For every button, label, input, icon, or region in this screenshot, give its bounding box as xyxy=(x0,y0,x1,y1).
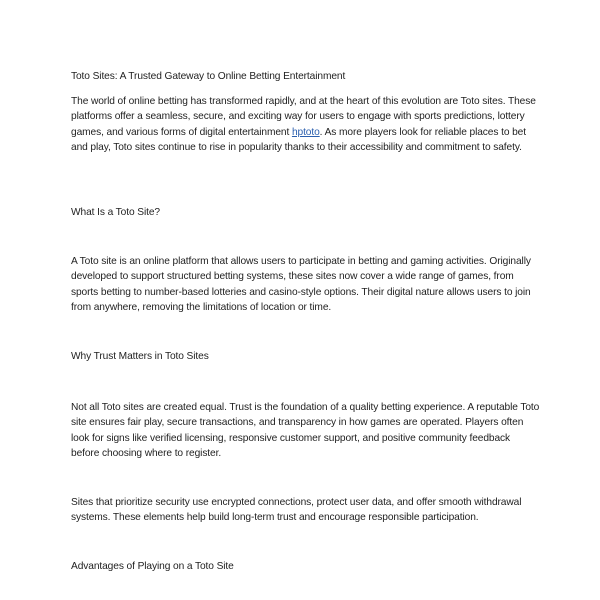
intro-text-after-link: . As more players look for reliable places to bet and play, Toto sites continue to rise in popularity thanks to their accessibility and commitment to safety. xyxy=(71,126,526,153)
document-title: Toto Sites: A Trusted Gateway to Online Betting Entertainment xyxy=(71,71,346,82)
intro-paragraph xyxy=(71,94,541,155)
hptoto-link[interactable]: hptoto xyxy=(291,126,320,138)
section-heading-advantages: Advantages of Playing on a Toto Site xyxy=(71,561,234,572)
section-paragraph-what-is: A Toto site is an online platform that allows users to participate in betting and gaming activities. Originally developed to support structured betting systems, these sites now cover a wide range of games, from sports betting to number-based lotteries and casino-style options. Their digital nature allows users to join from anywhere, removing the limitations of location or time. xyxy=(71,256,531,313)
section-paragraph-why-trust: Not all Toto sites are created equal. Trust is the foundation of a quality betting experience. A reputable Toto site ensures fair play, secure transactions, and transparency in how games are operated. Players often look for signs like verified licensing, responsive customer support, and positive community feedback before choosing where to register. xyxy=(71,402,540,459)
section-heading-what-is: What Is a Toto Site? xyxy=(71,207,160,218)
section-paragraph-security: Sites that prioritize security use encrypted connections, protect user data, and offer smooth withdrawal systems. These elements help build long-term trust and encourage responsible participation. xyxy=(71,497,522,524)
section-heading-why-trust: Why Trust Matters in Toto Sites xyxy=(71,351,209,362)
intro-text-before-link: The world of online betting has transformed rapidly, and at the heart of this evolution are Toto sites. These platforms offer a seamless, secure, and exciting way for users to engage with sports predictions, lottery games, and various forms of digital entertainment xyxy=(71,96,536,138)
